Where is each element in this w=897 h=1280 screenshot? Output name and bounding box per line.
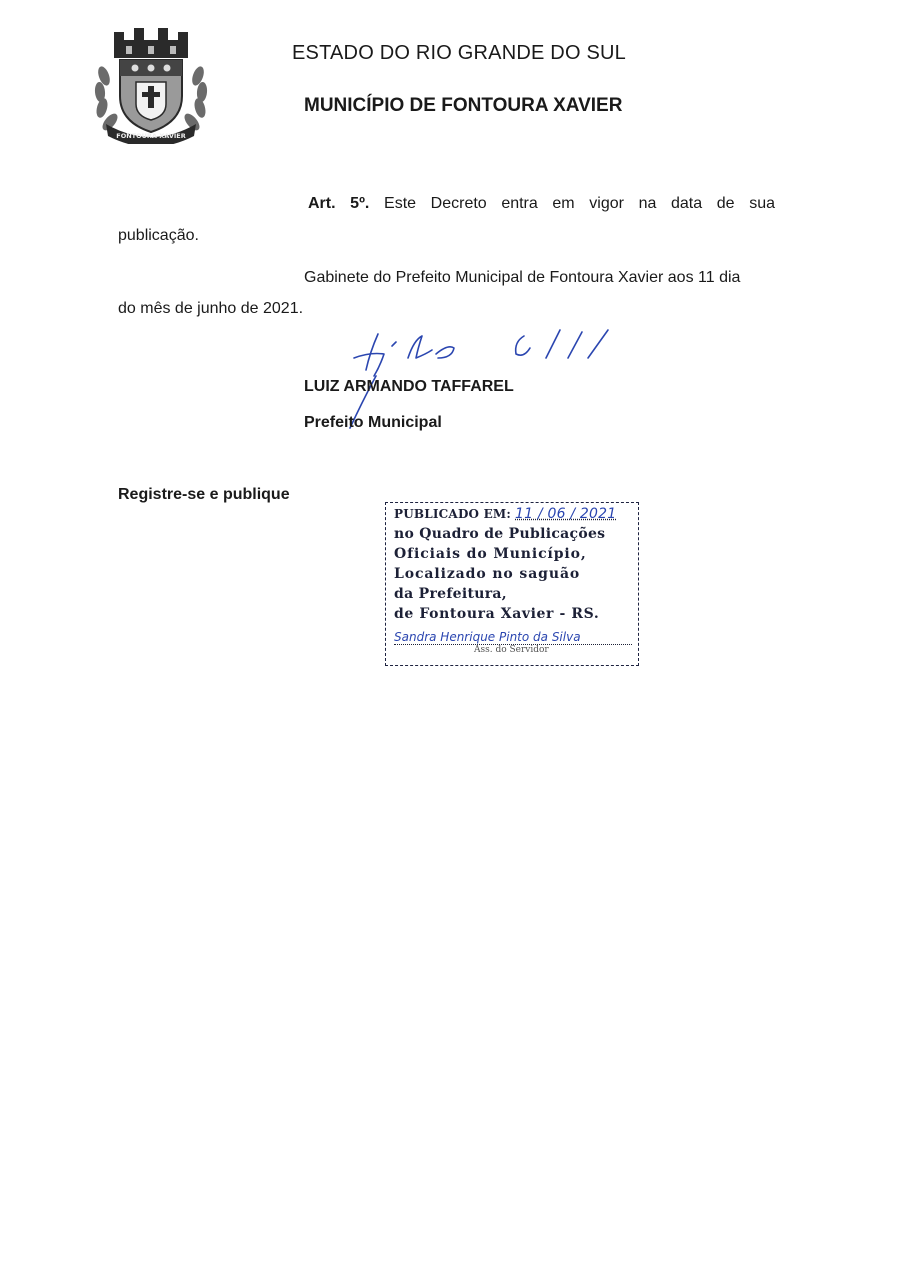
stamp-line-5: da Prefeitura, xyxy=(394,586,507,602)
stamp-published-date: 11 / 06 / 2021 xyxy=(515,506,617,522)
article-text: Este Decreto entra em vigor na data de sua xyxy=(384,195,775,212)
coat-of-arms-logo xyxy=(90,26,212,144)
signer-name: LUIZ ARMANDO TAFFAREL xyxy=(304,378,514,395)
article-continuation: publicação. xyxy=(118,227,199,244)
stamp-line-2: no Quadro de Publicações xyxy=(394,526,606,542)
stamp-published-row xyxy=(394,506,616,522)
stamp-line-6: de Fontoura Xavier - RS. xyxy=(394,606,600,622)
stamp-published-label: PUBLICADO EM: xyxy=(394,507,512,521)
state-heading: ESTADO DO RIO GRANDE DO SUL xyxy=(292,42,626,64)
stamp-line-3: Oficiais do Município, xyxy=(394,546,587,562)
register-note: Registre-se e publique xyxy=(118,486,290,503)
signer-role: Prefeito Municipal xyxy=(304,414,442,431)
stamp-servant-signature: Sandra Henrique Pinto da Silva xyxy=(394,630,581,644)
closing-continuation: do mês de junho de 2021. xyxy=(118,300,304,317)
closing-line: Gabinete do Prefeito Municipal de Fontoura Xavier aos 11 dia xyxy=(304,269,741,286)
article-paragraph xyxy=(308,195,775,213)
municipality-heading: MUNICÍPIO DE FONTOURA XAVIER xyxy=(304,95,623,116)
stamp-servant-label: Ass. do Servidor xyxy=(474,645,549,655)
coat-of-arms-ribbon-text: FONTOURA XAVIER xyxy=(116,132,186,140)
publication-stamp xyxy=(385,502,639,666)
stamp-line-4: Localizado no saguão xyxy=(394,566,581,582)
article-label: Art. 5º. xyxy=(308,195,370,212)
